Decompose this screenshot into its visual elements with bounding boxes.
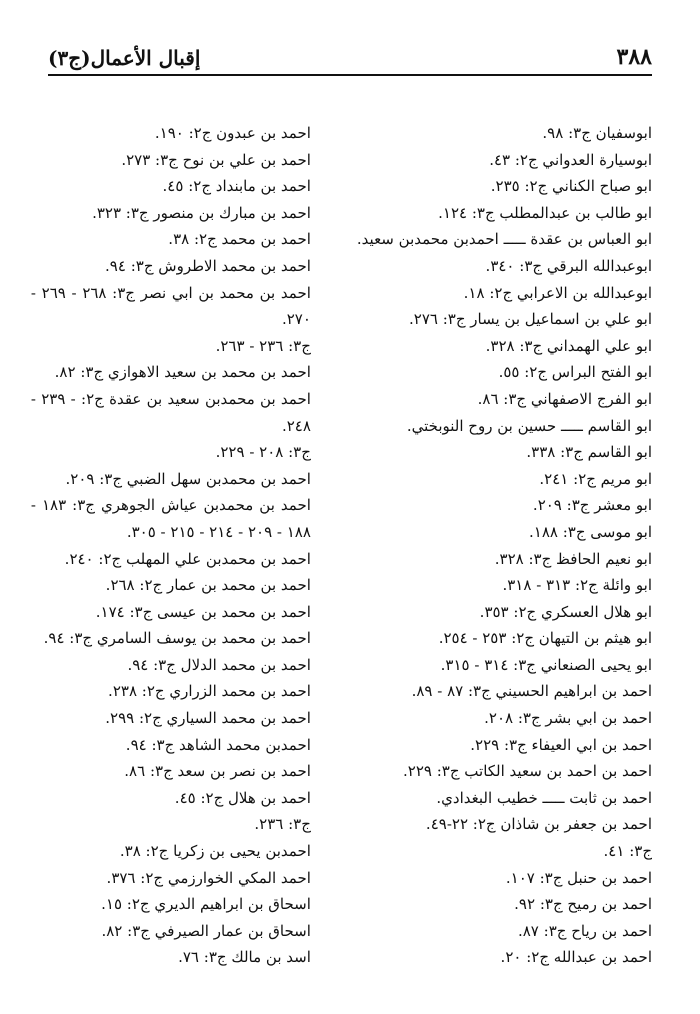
index-entry: احمد بن محمد الزراري ج٢: ٢٣٨.	[108, 682, 311, 701]
index-entry: ابو هيثم بن التيهان ج٢: ٢٥٣ - ٢٥٤.	[438, 629, 652, 648]
index-entry: احمد بن هلال ج٢: ٤٥.	[174, 788, 311, 807]
index-entry: احمد بن عبدالله ج٢: ٢٠.	[500, 948, 652, 967]
index-entry: احمد بن نصر بن سعد ج٣: ٨٦.	[124, 762, 311, 781]
index-entry: ابوعبدالله البرقي ج٣: ٣٤٠.	[485, 256, 652, 275]
index-entry: ابو صباح الكناني ج٢: ٢٣٥.	[490, 177, 652, 196]
index-entry: احمدبن محمد الشاهد ج٣: ٩٤.	[125, 735, 311, 754]
index-entry: ابو وائلة ج٢: ٣١٣ - ٣١٨.	[502, 576, 652, 595]
index-entry: ابو القاسم ج٣: ٣٣٨.	[526, 443, 652, 462]
index-entry: احمد بن محمد السياري ج٢: ٢٩٩.	[105, 709, 311, 728]
index-entry: ابوسيارة العدواني ج٢: ٤٣.	[489, 150, 652, 169]
running-title: إقبال الأعمال(ج٣)	[48, 46, 201, 70]
index-entry: ابو علي بن اسماعيل بن يسار ج٣: ٢٧٦.	[408, 310, 652, 329]
index-entry: احمد بن محمدبن علي المهلب ج٢: ٢٤٠.	[64, 549, 311, 568]
index-entry: ج٣: ٢٠٨ - ٢٢٩.	[215, 443, 311, 462]
index-entry: احمد بن علي بن نوح ج٣: ٢٧٣.	[121, 150, 311, 169]
index-entry: احمد بن محمد بن عمار ج٢: ٢٦٨.	[105, 576, 311, 595]
index-entry: احمد المكي الخوارزمي ج٢: ٣٧٦.	[106, 868, 311, 887]
index-entry: ابو موسى ج٣: ١٨٨.	[528, 522, 652, 541]
index-entry: ٢٧٠.	[281, 310, 311, 329]
index-entry: ج٣: ٢٣٦.	[254, 815, 311, 834]
page-header	[48, 34, 652, 70]
index-entry: ابو يحيى الصنعاني ج٣: ٣١٤ - ٣١٥.	[440, 655, 652, 674]
index-entry: اسد بن مالك ج٣: ٧٦.	[178, 948, 311, 967]
index-entry: احمدبن يحيى بن زكريا ج٢: ٣٨.	[119, 842, 311, 861]
header-rule	[48, 74, 652, 76]
index-entry: احمد بن محمدبن عياش الجوهري ج٣: ١٨٣ -	[30, 496, 311, 515]
index-entry: احمد بن محمدبن سعيد بن عقدة ج٢: - ٢٣٩ -	[30, 389, 311, 408]
index-entry: ابو علي الهمداني ج٣: ٣٢٨.	[485, 336, 652, 355]
index-entry: احمد بن محمد بن عيسى ج٣: ١٧٤.	[95, 602, 311, 621]
index-entry: اسحاق بن ابراهيم الديري ج٢: ١٥.	[101, 895, 311, 914]
index-entry: ابو القاسم ـــــ حسين بن روح النوبختي.	[406, 416, 652, 435]
index-entry: ابوعبدالله بن الاعرابي ج٢: ١٨.	[463, 283, 652, 302]
index-entry: احمد بن مابنداد ج٢: ٤٥.	[162, 177, 311, 196]
index-entry: ابوسفيان ج٣: ٩٨.	[542, 124, 652, 142]
left-column	[31, 120, 311, 994]
index-entry: احمد بن محمد بن سعيد الاهوازي ج٣: ٨٢.	[54, 363, 311, 382]
index-entry: ابو الفرج الاصفهاني ج٣: ٨٦.	[477, 389, 652, 408]
index-columns	[30, 120, 652, 994]
index-entry: احمد بن جعفر بن شاذان ج٢: ٢٢-٤٩.	[425, 815, 652, 834]
index-entry: احمد بن ثابت ـــــ خطيب البغدادي.	[436, 788, 652, 807]
index-entry: احمد بن مبارك بن منصور ج٣: ٣٢٣.	[92, 203, 311, 222]
right-column	[357, 120, 652, 994]
index-entry: احمد بن عبدون ج٢: ١٩٠.	[154, 124, 311, 142]
index-entry: ١٨٨ - ٢٠٩ - ٢١٤ - ٢١٥ - ٣٠٥.	[126, 522, 311, 541]
index-entry: احمد بن ابي بشر ج٣: ٢٠٨.	[484, 709, 652, 728]
index-entry: ج٣: ٤١.	[603, 842, 652, 861]
page-number: ٣٨٨	[616, 44, 652, 70]
index-entry: احمد بن محمد بن يوسف السامري ج٣: ٩٤.	[43, 629, 311, 648]
index-entry: ابو مريم ج٢: ٢٤١.	[539, 469, 652, 488]
index-entry: احمد بن محمد ج٢: ٣٨.	[168, 230, 311, 249]
index-entry: احمد بن محمد الاطروش ج٣: ٩٤.	[105, 256, 311, 275]
index-entry: ابو العباس بن عقدة ـــــ احمدبن محمدبن سعيد.	[356, 230, 652, 249]
index-entry: ابو طالب بن عبدالمطلب ج٣: ١٢٤.	[438, 203, 652, 222]
index-entry: احمد بن حنبل ج٣: ١٠٧.	[505, 868, 652, 887]
index-entry: احمد بن محمد الدلال ج٣: ٩٤.	[127, 655, 311, 674]
index-entry: احمد بن احمد بن سعيد الكاتب ج٣: ٢٢٩.	[403, 762, 652, 781]
index-entry: احمد بن رميح ج٣: ٩٢.	[514, 895, 652, 914]
index-entry: احمد بن ابي العيفاء ج٣: ٢٢٩.	[470, 735, 652, 754]
index-entry: ابو هلال العسكري ج٢: ٣٥٣.	[479, 602, 652, 621]
index-entry: ج٣: ٢٣٦ - ٢٦٣.	[215, 336, 311, 355]
index-entry: اسحاق بن عمار الصيرفي ج٣: ٨٢.	[101, 921, 311, 940]
index-entry: ٢٤٨.	[281, 416, 311, 435]
index-entry: ابو معشر ج٣: ٢٠٩.	[532, 496, 652, 515]
index-entry: احمد بن رياح ج٣: ٨٧.	[517, 921, 652, 940]
index-entry: ابو الفتح البراس ج٢: ٥٥.	[498, 363, 652, 382]
index-entry: ابو نعيم الحافظ ج٣: ٣٢٨.	[494, 549, 652, 568]
index-entry: احمد بن محمد بن ابي نصر ج٣: ٢٦٨ - ٢٦٩ -	[30, 283, 311, 302]
index-entry: احمد بن محمدبن سهل الضبي ج٣: ٢٠٩.	[65, 469, 311, 488]
index-entry: احمد بن ابراهيم الحسيني ج٣: ٨٧ - ٨٩.	[411, 682, 652, 701]
